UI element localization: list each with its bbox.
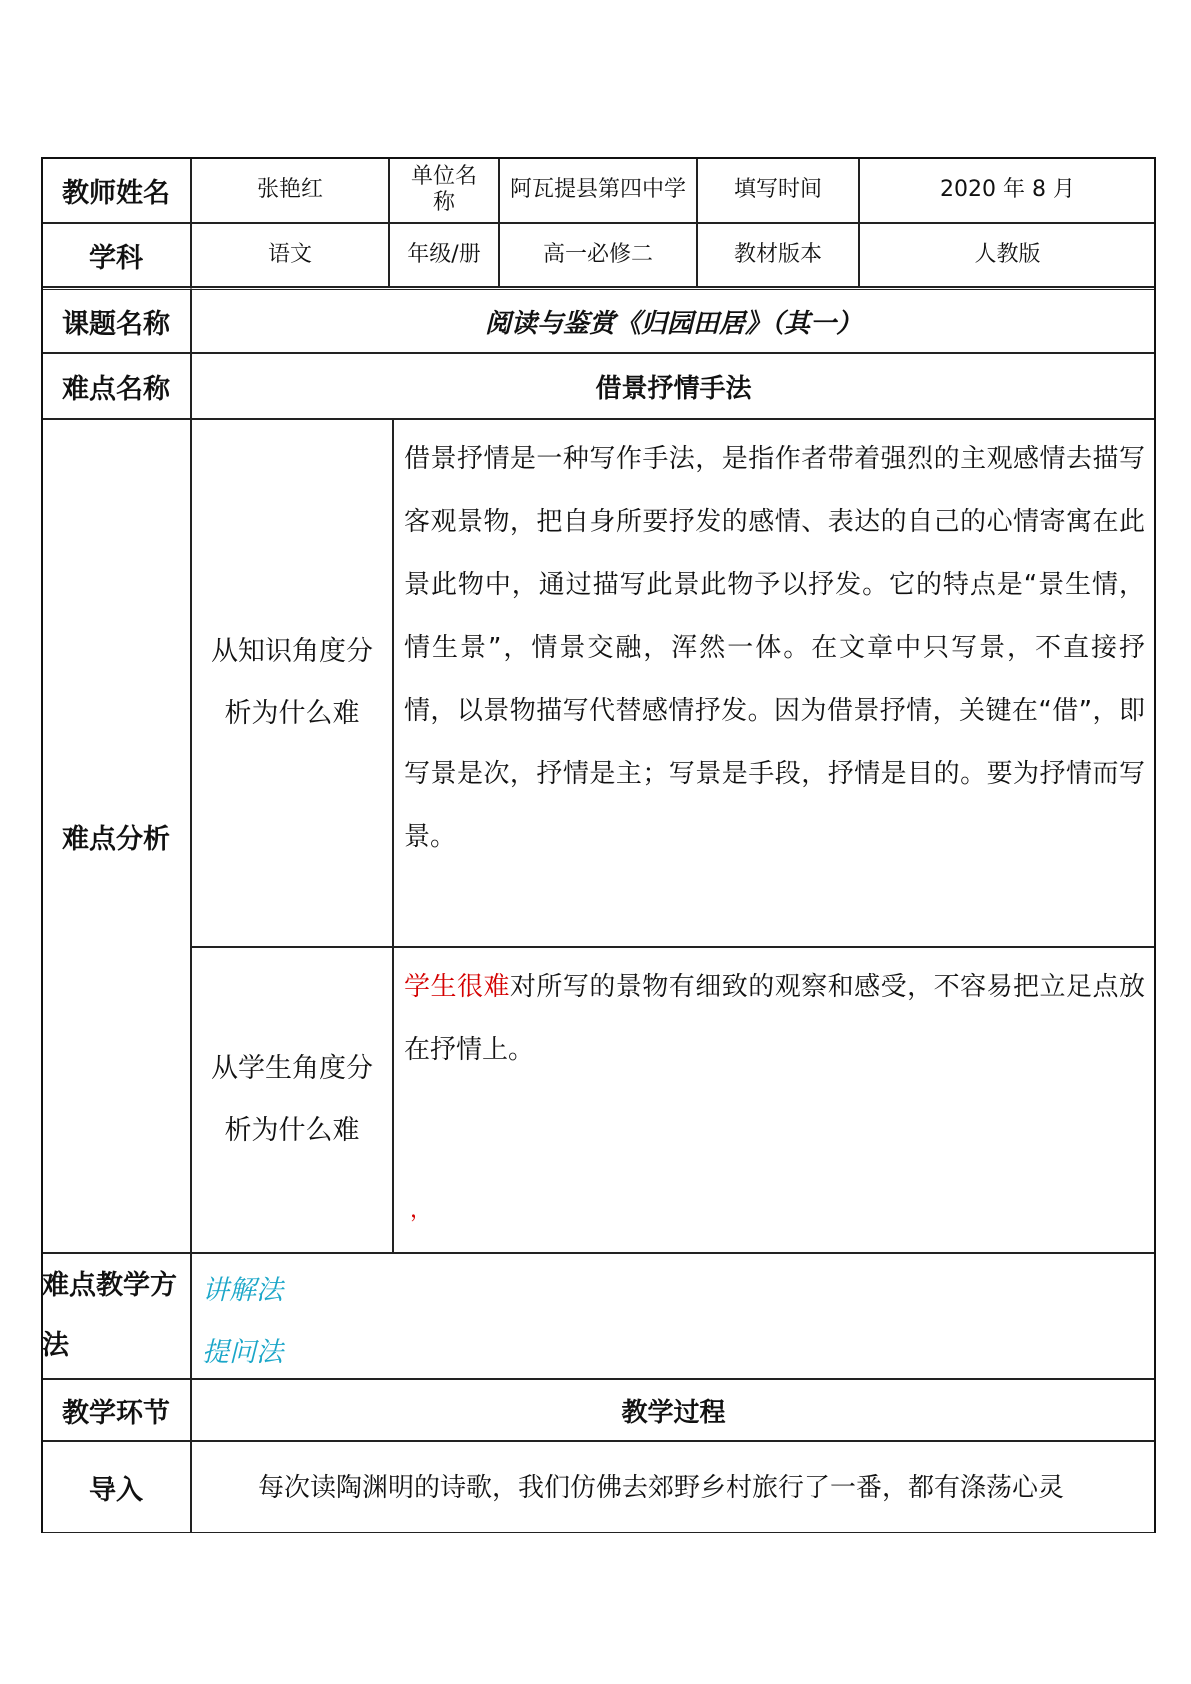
stray-comma: ， xyxy=(410,1198,433,1223)
teacher-label: 教师姓名 xyxy=(41,157,191,223)
difficulty-name: 借景抒情手法 xyxy=(191,353,1156,419)
analysis-label: 难点分析 xyxy=(41,419,191,1253)
student-analysis-text: 对所写的景物有细致的观察和感受，不容易把立足点放在抒情上。 xyxy=(404,972,1145,1065)
edition-label: 教材版本 xyxy=(697,223,859,287)
student-analysis-highlight: 学生很难 xyxy=(404,972,510,1002)
topic-title: 阅读与鉴赏《归园田居》（其一） xyxy=(191,287,1156,353)
subject-value: 语文 xyxy=(191,223,389,287)
knowledge-angle-label: 从知识角度分析为什么难 xyxy=(191,419,393,947)
teacher-name: 张艳红 xyxy=(191,157,389,223)
intro-label: 导入 xyxy=(41,1441,191,1533)
grade-label: 年级/册 xyxy=(389,223,499,287)
method-item: 讲解法 xyxy=(202,1275,283,1306)
student-angle-label: 从学生角度分析为什么难 xyxy=(191,947,393,1253)
edition-value: 人教版 xyxy=(859,223,1156,287)
methods-label: 难点教学方法 xyxy=(41,1253,191,1379)
subject-label: 学科 xyxy=(41,223,191,287)
date-value: 2020 年 8 月 xyxy=(859,157,1156,223)
grade-value: 高一必修二 xyxy=(499,223,697,287)
unit-label: 单位名称 xyxy=(389,157,499,223)
knowledge-analysis-text: 借景抒情是一种写作手法，是指作者带着强烈的主观感情去描写客观景物，把自身所要抒发的感情、表达的自己的心情寄寓在此景此物中，通过描写此景此物予以抒发。它的特点是“景生情，情生景”，情景交融，浑然一体。在文章中只写景，不直接抒情，以景物描写代替感情抒发。因为借景抒情，关键在“借”，即写景是次，抒情是主；写景是手段，抒情是目的。要为抒情而写景。 xyxy=(393,419,1156,947)
method-item: 提问法 xyxy=(202,1337,283,1368)
table-frame xyxy=(41,157,1156,1533)
unit-name: 阿瓦提县第四中学 xyxy=(499,157,697,223)
difficulty-label: 难点名称 xyxy=(41,353,191,419)
topic-label: 课题名称 xyxy=(41,287,191,353)
process-label: 教学过程 xyxy=(191,1379,1156,1441)
stage-label: 教学环节 xyxy=(41,1379,191,1441)
date-label: 填写时间 xyxy=(697,157,859,223)
intro-text: 每次读陶渊明的诗歌，我们仿佛去郊野乡村旅行了一番，都有涤荡心灵 xyxy=(191,1441,1156,1533)
